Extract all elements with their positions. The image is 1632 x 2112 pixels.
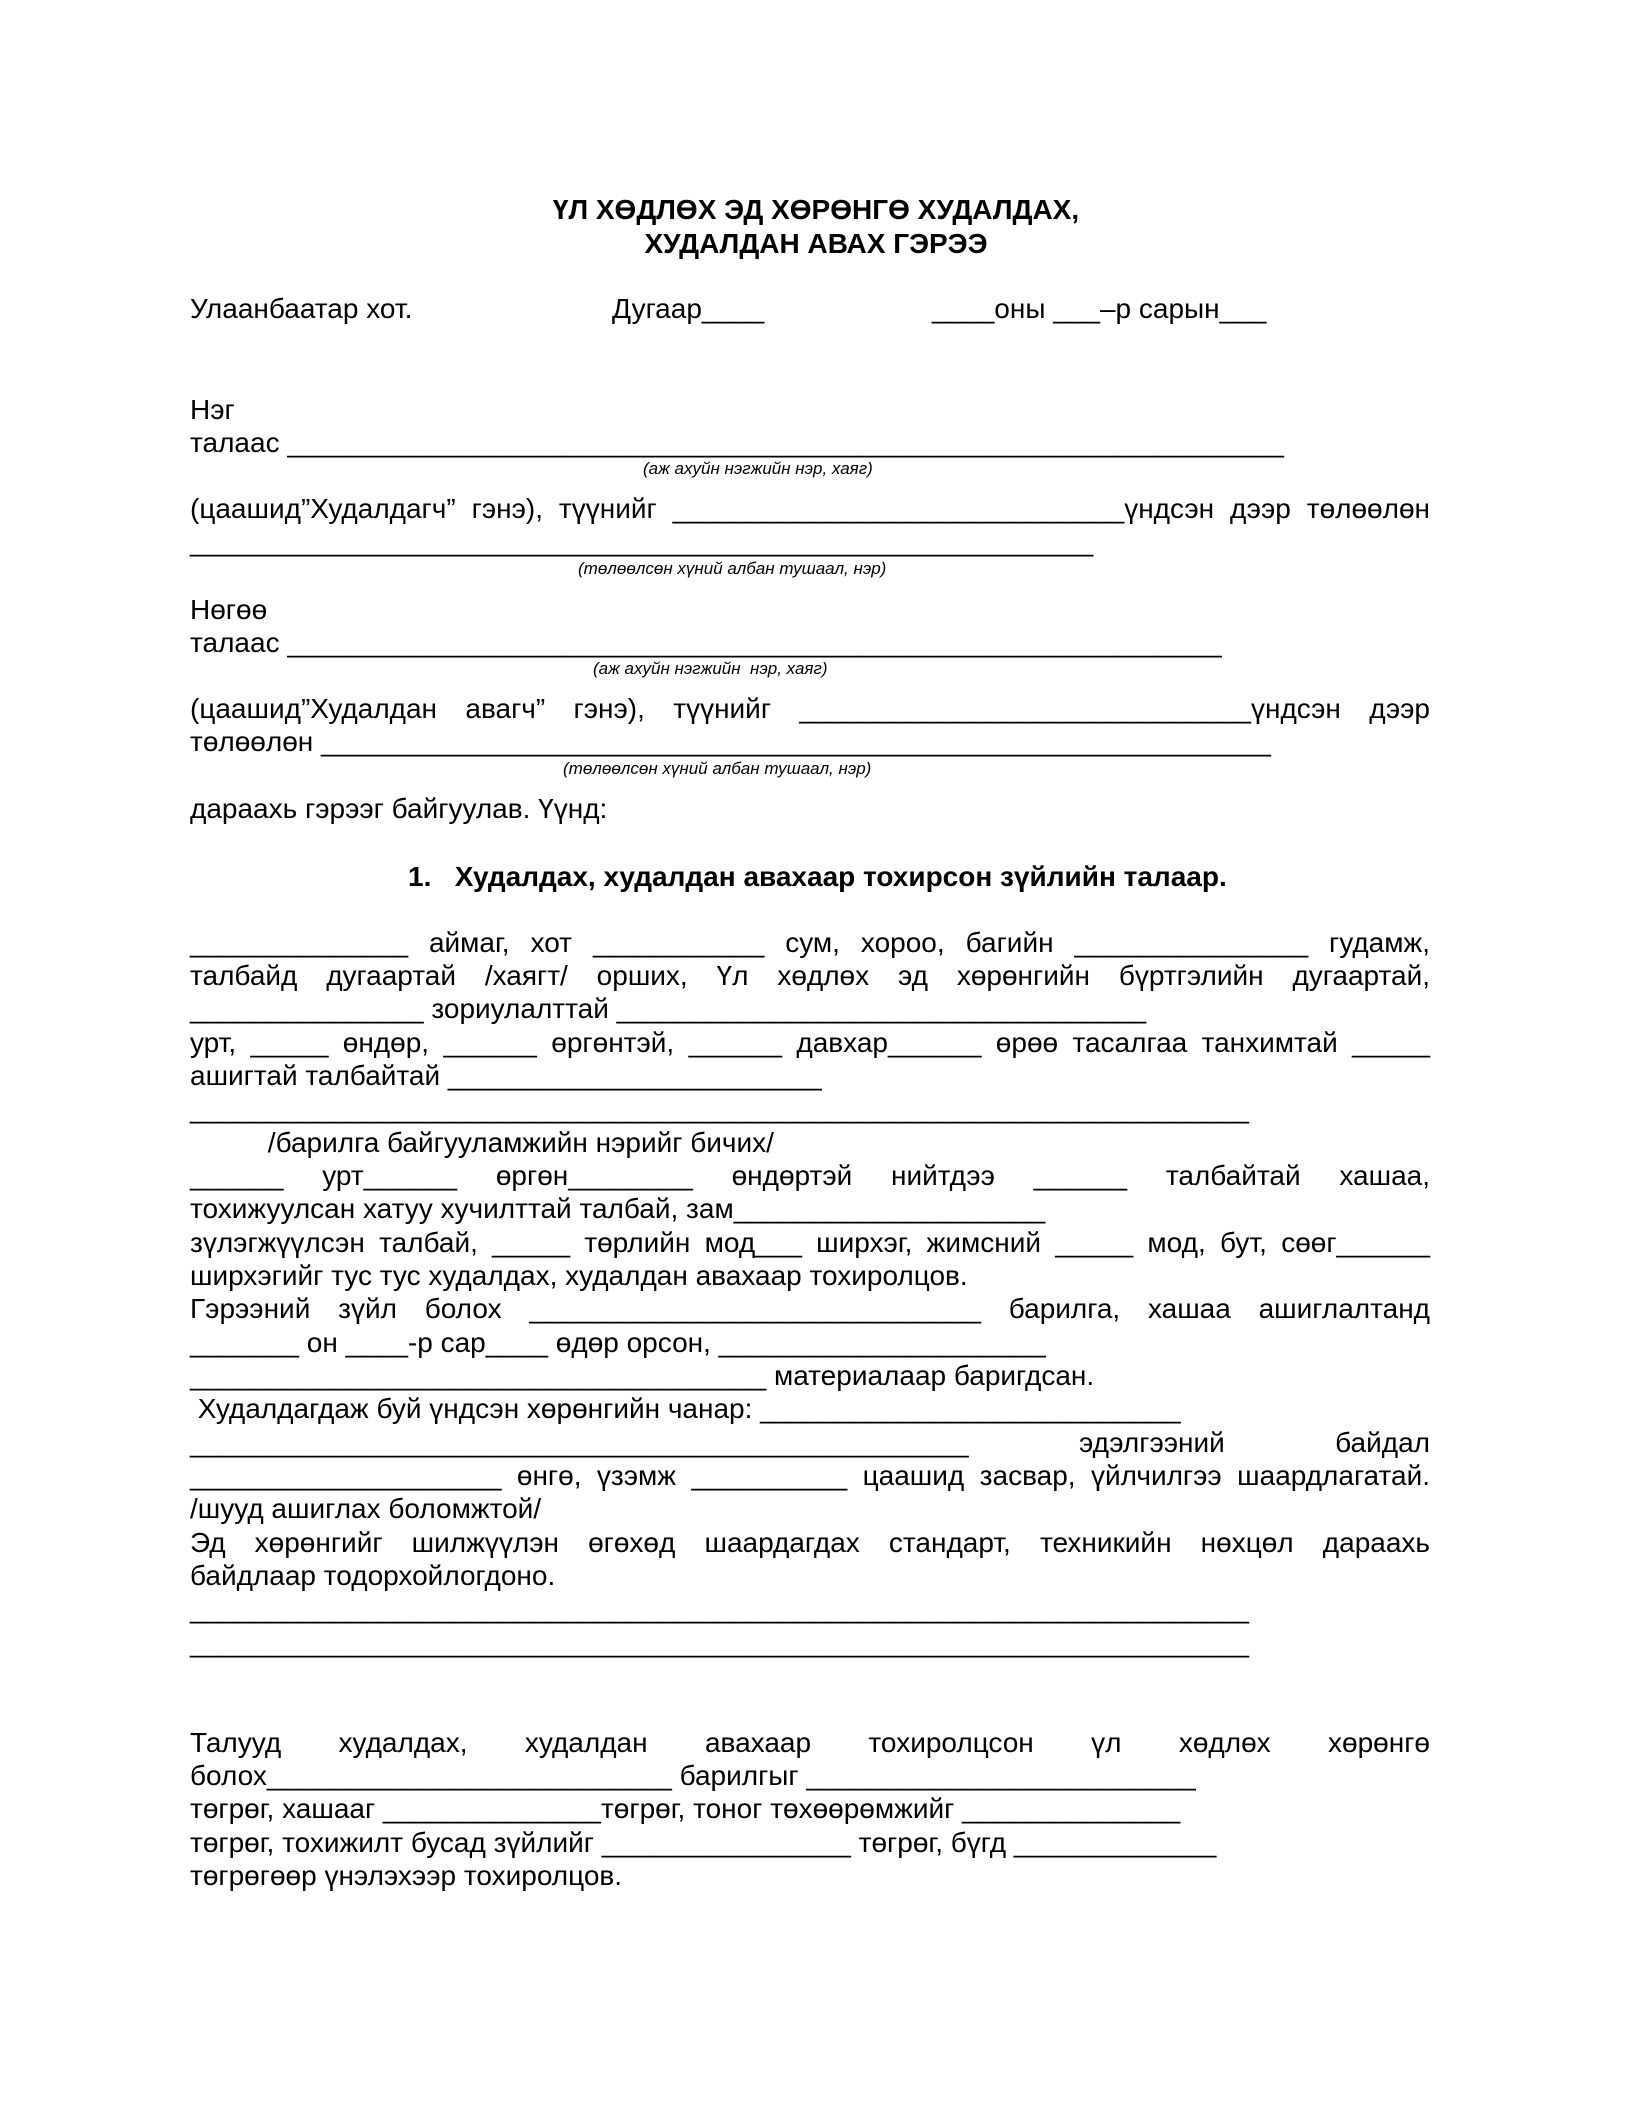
price-line: төгрөгөөр үнэлэхээр тохиролцов. (190, 1860, 623, 1891)
party1-label: Нэг (190, 394, 235, 425)
document-title-line1: ҮЛ ХӨДЛӨХ ЭД ХӨРӨНГӨ ХУДАЛДАХ, (552, 194, 1080, 225)
body-line: талбайд дугаартай /хаягт/ орших, Үл хөдлөх эд хөрөнгийн бүртгэлийн дугаартай, (190, 960, 1430, 991)
party1-org-caption: (аж ахуйн нэгжийн нэр, хаяг) (643, 459, 873, 478)
body-line: Худалдагдаж буй үндсэн хөрөнгийн чанар: ___________________________ (190, 1393, 1181, 1424)
header-city: Улаанбаатар хот. (190, 293, 413, 324)
body-line: ____________________ өнгө, үзэмж __________ цаашид засвар, үйлчилгээ шаардлагатай. (190, 1460, 1430, 1491)
price-line: болох__________________________ барилгыг _________________________ (190, 1760, 1196, 1791)
section1-heading: 1. Худалдах, худалдан авахаар тохирсон зүйлийн талаар. (408, 861, 1227, 892)
party2-org-line: талаас ____________________________________________________________ (190, 627, 1222, 658)
header-date: ____оны ___–р сарын___ (932, 293, 1267, 324)
price-line: төгрөг, хашааг ______________төгрөг, тоног төхөөрөмжийг ______________ (190, 1793, 1181, 1824)
header-number: Дугаар____ (612, 293, 765, 324)
document-title-line2: ХУДАЛДАН АВАХ ГЭРЭЭ (644, 228, 988, 259)
body-line: ____________________________________________________________________ (190, 1093, 1249, 1124)
body-line: ширхэгийг тус тус худалдах, худалдан авахаар тохиролцов. (190, 1260, 968, 1291)
body-line: _____________________________________ материалаар баригдсан. (190, 1360, 1095, 1391)
body-line: Эд хөрөнгийг шилжүүлэн өгөхөд шаардагдах стандарт, техникийн нөхцөл дараахь (190, 1527, 1430, 1558)
price-line: төгрөг, тохижилт бусад зүйлийг ________________ төгрөг, бүгд _____________ (190, 1827, 1217, 1858)
party1-rep-line: (цаашид”Худалдагч” гэнэ), түүнийг _____________________________үндсэн дээр төлөөлөн (190, 493, 1430, 524)
party1-rep-caption: (төлөөлсөн хүний албан тушаал, нэр) (578, 559, 887, 578)
party2-rep-line: (цаашид”Худалдан авагч” гэнэ), түүнийг _____________________________үндсэн дээр (190, 693, 1430, 724)
body-line: _______ он ____-р сар____ өдөр орсон, _____________________ (190, 1327, 1046, 1358)
body-line: /шууд ашиглах боломжтой/ (190, 1493, 542, 1524)
body-line: ______________ аймаг, хот ___________ сум, хороо, багийн _______________ гудамж, (190, 927, 1430, 958)
party2-rep-caption: (төлөөлсөн хүний албан тушаал, нэр) (563, 759, 872, 778)
body-line: зүлэгжүүлсэн талбай, _____ төрлийн мод___ ширхэг, жимсний _____ мод, бут, сөөг______ (190, 1227, 1430, 1258)
body-line: байдлаар тодорхойлогдоно. (190, 1560, 556, 1591)
party1-rep-line2: __________________________________________________________ (190, 526, 1094, 557)
body-line: ____________________________________________________________________ (190, 1627, 1249, 1658)
body-line: /барилга байгууламжийн нэрийг бичих/ (190, 1127, 774, 1158)
party2-rep-line2: төлөөлөн _____________________________________________________________ (190, 726, 1271, 757)
body-line: ______ урт______ өргөн________ өндөртэй нийтдээ ______ талбайтай хашаа, (190, 1160, 1430, 1191)
party2-org-caption: (аж ахуйн нэгжийн нэр, хаяг) (593, 659, 828, 678)
body-line: урт, _____ өндөр, ______ өргөнтэй, ______ давхар______ өрөө тасалгаа танхимтай _____ (190, 1027, 1430, 1058)
price-line: Талууд худалдах, худалдан авахаар тохиролцсон үл хөдлөх хөрөнгө (190, 1727, 1430, 1758)
body-line: _______________ зориулалттай __________________________________ (190, 993, 1147, 1024)
body-line: ашигтай талбайтай ________________________ (190, 1060, 822, 1091)
body-line: Гэрээний зүйл болох _____________________________ барилга, хашаа ашиглалтанд (190, 1293, 1430, 1324)
party1-org-line: талаас ________________________________________________________________ (190, 427, 1284, 458)
body-line: тохижуулсан хатуу хучилттай талбай, зам____________________ (190, 1193, 1046, 1224)
party2-label: Нөгөө (190, 594, 268, 625)
body-line: __________________________________________________ эдэлгээний байдал (190, 1427, 1430, 1458)
agreement-text: дараахь гэрээг байгуулав. Үүнд: (190, 793, 608, 824)
body-line: ____________________________________________________________________ (190, 1593, 1249, 1624)
